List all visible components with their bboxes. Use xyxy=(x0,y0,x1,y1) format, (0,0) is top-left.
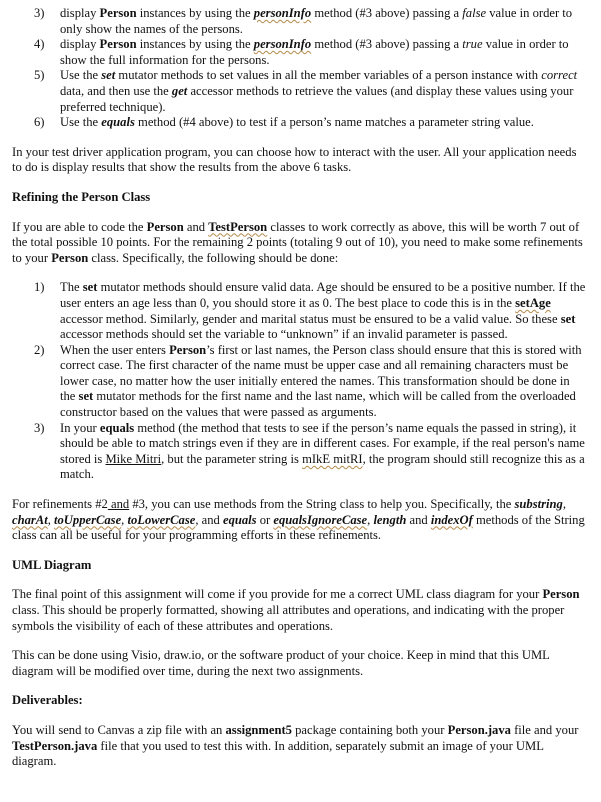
list-number: 3) xyxy=(34,6,45,20)
list-number: 2) xyxy=(34,342,45,357)
method-name: toLowerCase xyxy=(127,512,196,527)
text: For refinements #2 xyxy=(12,497,108,512)
list-number: 4) xyxy=(34,37,45,52)
text: ’s first or last names, the Person class should ensure that this is stored with correct case. The first character of the name must be upper case and all remaining characters must be lower case, no matter how the user initially entered the names. This transformation should be done in the xyxy=(60,342,582,404)
bold-term: Person xyxy=(99,6,137,20)
refining-paragraph xyxy=(12,220,587,267)
list-number: 1) xyxy=(34,280,45,295)
text: accessor methods should set the variable to “unknown” if an invalid parameter is passed. xyxy=(60,327,508,342)
bold-term: Person xyxy=(99,37,137,52)
list-item xyxy=(12,280,587,342)
method-name: substring xyxy=(514,497,563,512)
text: The xyxy=(60,280,83,295)
deliverables-heading: Deliverables: xyxy=(12,693,83,708)
uml-heading: UML Diagram xyxy=(12,557,92,572)
text: If you are able to code the xyxy=(12,219,147,234)
text: method (#4 above) to test if a person’s name matches a parameter string value. xyxy=(134,115,534,130)
text: and xyxy=(406,512,431,527)
text: In your xyxy=(60,420,100,435)
list-item xyxy=(12,6,587,37)
text: The final point of this assignment will come if you provide for me a correct UML class diagram for your xyxy=(12,587,543,602)
method-name: toUpperCase xyxy=(54,512,122,527)
list-item xyxy=(12,421,587,483)
text: instances by using the xyxy=(136,6,254,20)
bold-term: set xyxy=(560,311,576,326)
text: When the user enters xyxy=(60,342,170,357)
text: and xyxy=(107,497,130,512)
text: mutator methods for the first name and the last name, which will be called from the overloaded constructor based on the values that were passed as arguments. xyxy=(60,389,576,420)
underlined-name: mIkE mitRI xyxy=(302,451,363,466)
driver-paragraph: In your test driver application program, you can choose how to interact with the user. All your application needs to do is display results that show the results from the above 6 tasks. xyxy=(12,144,577,175)
text: method (the method that tests to see if the person’s name equals the passed in string), it should be able to match strings even if they are in different cases. For example, if the real person's name stored is xyxy=(60,420,585,466)
text: display xyxy=(60,6,100,20)
list-item xyxy=(12,37,587,68)
text: class. Specifically, the following should be done: xyxy=(88,250,339,265)
text: classes to work correctly as above, this will be worth 7 out of the total possible 10 points. For the remaining 2 points (totaling 9 out of 10), you need to make some refinements to your xyxy=(12,219,583,265)
list-number: 3) xyxy=(34,420,45,435)
deliverables-paragraph xyxy=(12,723,587,770)
text: package containing both your xyxy=(291,722,448,737)
method-name: personInfo xyxy=(253,37,312,52)
list-number: 6) xyxy=(34,115,45,130)
text: , the program should still recognize this as a match. xyxy=(60,451,585,482)
text: or xyxy=(256,512,274,527)
text: data, and then use the xyxy=(60,83,172,98)
text: value in order to only show the names of the persons. xyxy=(60,6,573,36)
text: method (#3 above) passing a xyxy=(311,6,463,20)
list-number: 5) xyxy=(34,68,45,83)
text: You will send to Canvas a zip file with an xyxy=(12,722,226,737)
text: accessor method. Similarly, gender and marital status must be ensured to be a valid value. So these xyxy=(60,311,561,326)
bold-term: Person xyxy=(51,250,89,265)
text: , xyxy=(47,512,54,527)
text: Use the xyxy=(60,115,102,130)
text: mutator methods to set values in all the member variables of a person instance with xyxy=(115,68,542,83)
text: methods of the String class can all be useful for your programming efforts in these refinements. xyxy=(12,512,585,543)
underlined-name: Mike Mitri xyxy=(105,451,162,466)
text: display xyxy=(60,37,100,52)
string-methods-paragraph xyxy=(12,497,587,544)
italic-term: true xyxy=(462,37,483,52)
method-name: charAt xyxy=(12,512,48,527)
text: Use the xyxy=(60,68,102,83)
bold-term: Person xyxy=(542,587,580,602)
text: file that you used to test this with. In addition, separately submit an image of your UML diagram. xyxy=(12,738,544,769)
bold-term: set xyxy=(82,280,98,295)
list-item xyxy=(12,115,587,131)
method-name: setAge xyxy=(515,295,551,310)
bold-term: Person.java xyxy=(447,722,511,737)
italic-term: correct xyxy=(541,68,578,83)
method-name: personInfo xyxy=(253,6,312,20)
text: value in order to show the full information for the persons. xyxy=(60,37,569,67)
bold-term: set xyxy=(78,389,94,404)
text: method (#3 above) passing a xyxy=(311,37,463,52)
text: , xyxy=(121,512,128,527)
method-name: indexOf xyxy=(430,512,473,527)
uml-paragraph-2: This can be done using Visio, draw.io, or the software product of your choice. Keep in mind that this UML diagram will be modified over time, during the next two assignments. xyxy=(12,648,550,678)
text: instances by using the xyxy=(136,37,254,52)
bold-term: TestPerson xyxy=(208,219,268,234)
text: , and xyxy=(195,512,223,527)
method-name: equals xyxy=(222,512,257,527)
refining-heading: Refining the Person Class xyxy=(12,189,151,204)
bold-term: Person xyxy=(169,342,207,357)
bold-italic-term: equals xyxy=(101,115,135,130)
list-item xyxy=(12,68,587,115)
italic-term: false xyxy=(462,6,487,20)
text: accessor methods to retrieve the values (and display these values using your preferred technique). xyxy=(60,83,574,114)
text: file and your xyxy=(510,722,579,737)
list-item xyxy=(12,343,587,421)
text: class. This should be properly formatted, showing all attributes and operations, and indicating with the proper symbols the visibility of each of these attributes and operations. xyxy=(12,603,565,633)
text: mutator methods should ensure valid data. Age should be ensured to be a positive number. If the user enters an age less than 0, you should store it as 0. The best place to code this is in the xyxy=(60,280,586,310)
bold-term: equals xyxy=(99,420,135,435)
bold-term: assignment5 xyxy=(225,722,292,737)
text: , but the parameter string is xyxy=(161,451,303,466)
method-name: length xyxy=(373,512,407,527)
bold-term: Person xyxy=(146,219,184,234)
bold-italic-term: get xyxy=(171,83,188,98)
bold-term: TestPerson.java xyxy=(12,738,98,753)
bold-italic-term: set xyxy=(101,68,116,83)
text: , xyxy=(562,497,566,512)
uml-paragraph-1 xyxy=(12,587,587,634)
text: #3, you can use methods from the String class to help you. Specifically, the xyxy=(129,497,515,512)
method-name: equalsIgnoreCase xyxy=(273,512,368,527)
refinement-list xyxy=(12,280,587,483)
task-list-continued xyxy=(12,6,587,131)
text: and xyxy=(183,219,209,234)
text: , xyxy=(367,512,374,527)
